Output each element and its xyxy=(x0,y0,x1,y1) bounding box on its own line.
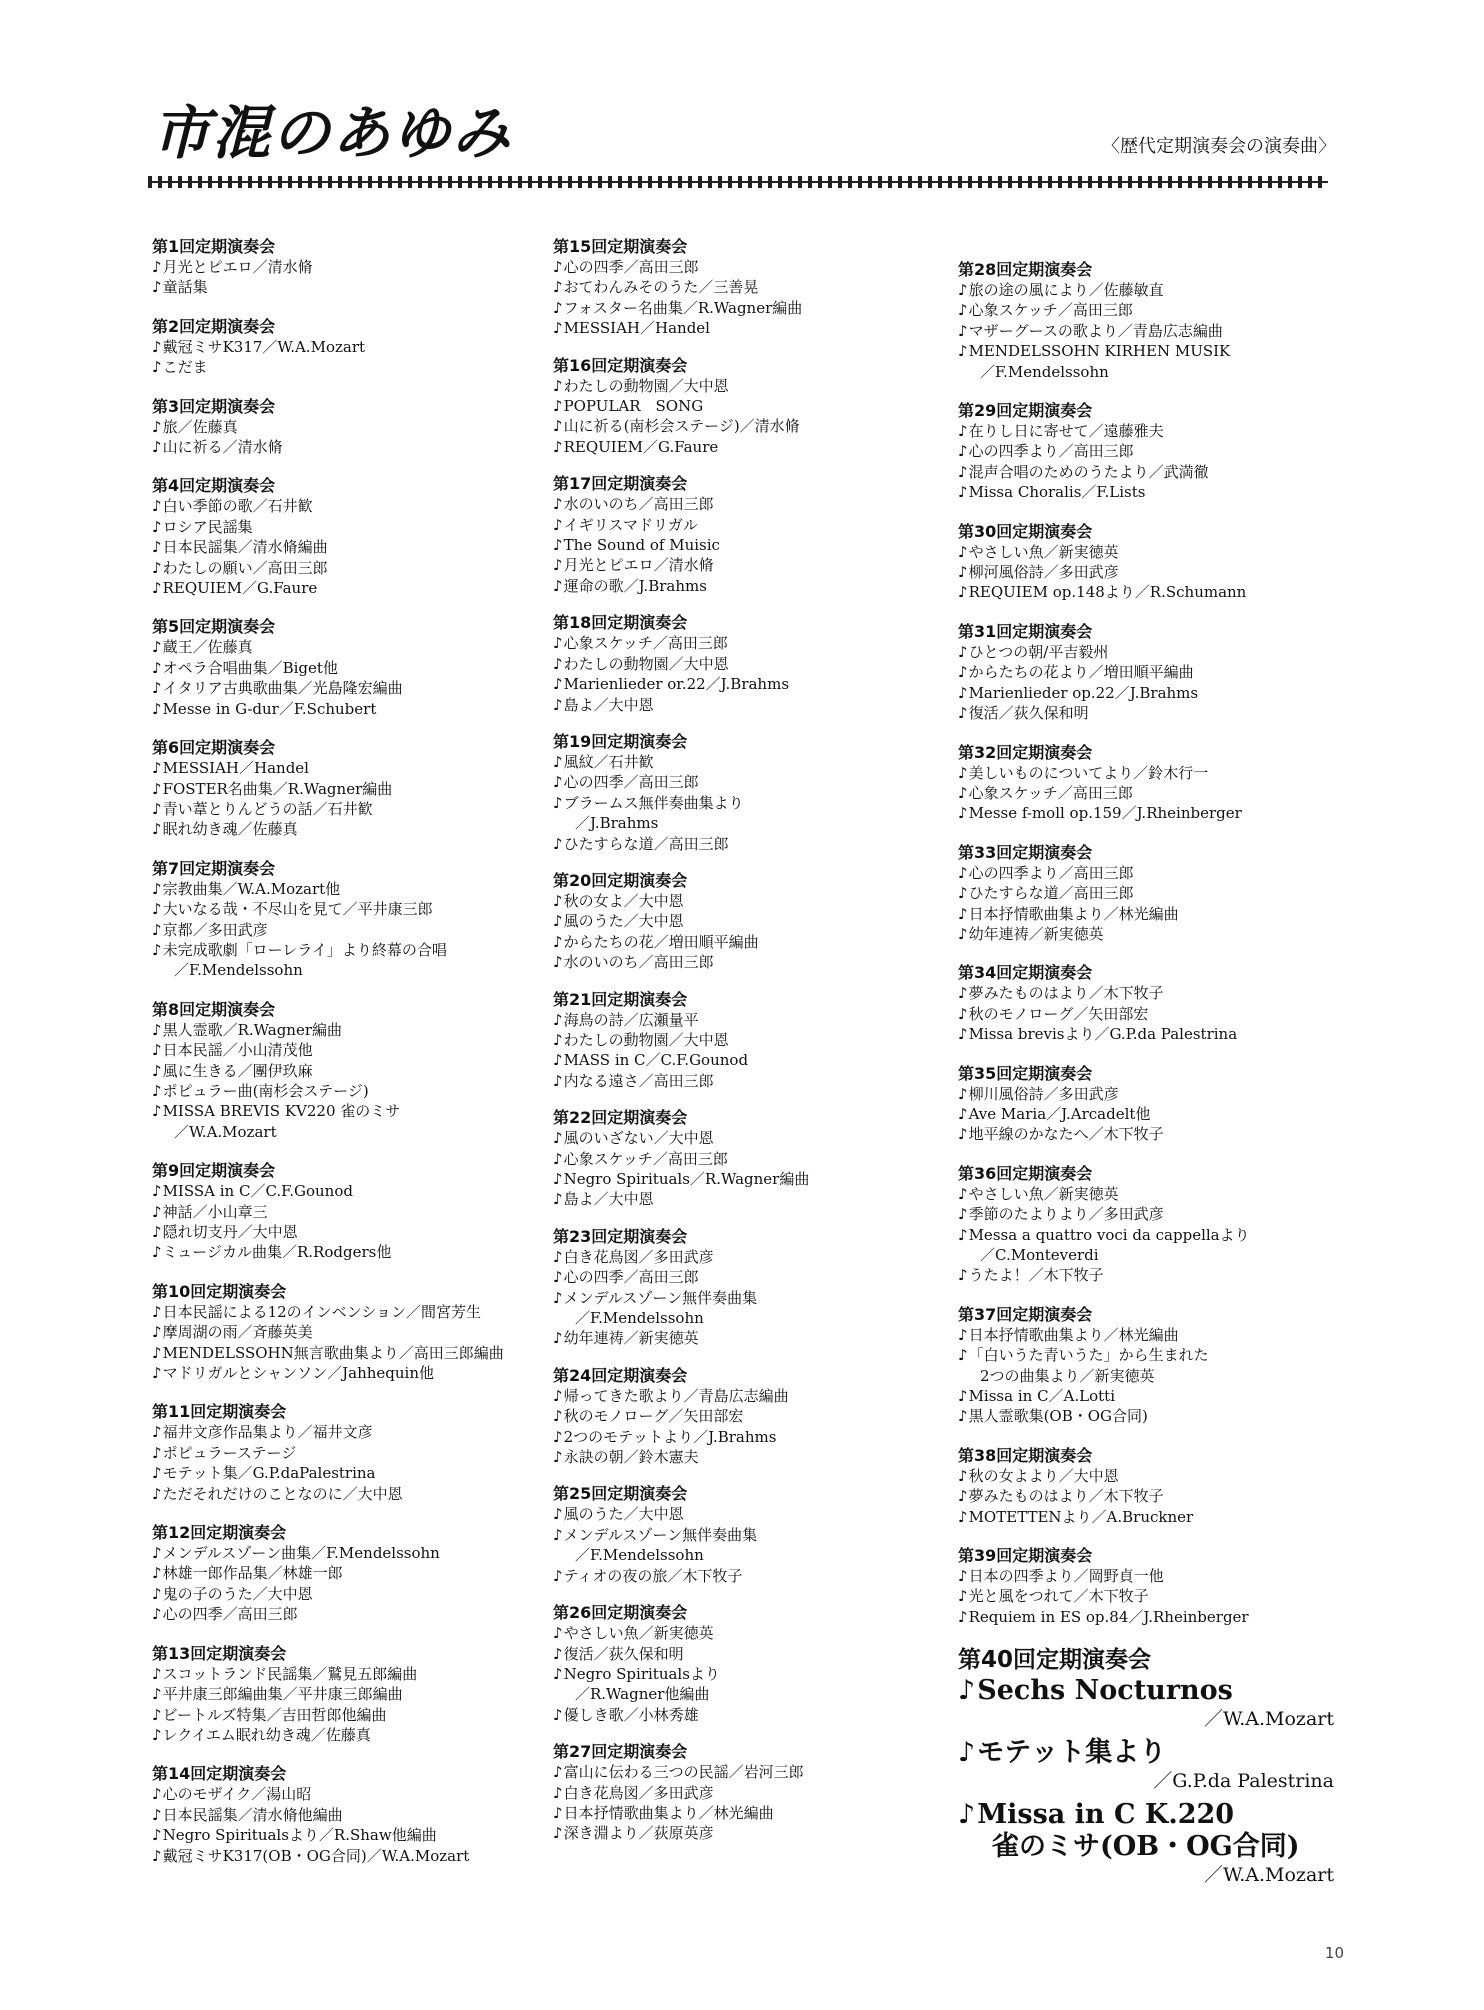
piece-item: ♪ 日本民謡集／清水脩編曲 xyxy=(152,537,522,557)
piece-item: ♪ うたよ！／木下牧子 xyxy=(958,1265,1338,1285)
concert-title: 第39回定期演奏会 xyxy=(958,1546,1093,1566)
piece-item: ♪ REQUIEM／G.Faure xyxy=(152,578,522,598)
piece-item: ♪ 海鳥の詩／広瀬量平 xyxy=(553,1010,923,1030)
piece-item: ♪ メンデルスゾーン無伴奏曲集 xyxy=(553,1288,923,1308)
piece-continuation: ／R.Wagner他編曲 xyxy=(575,1685,710,1704)
piece-item: ♪ 京都／多田武彦 xyxy=(152,920,522,940)
concert-block xyxy=(553,989,923,1092)
piece-item: ♪ 富山に伝わる三つの民謡／岩河三郎 xyxy=(553,1762,923,1782)
concert-block xyxy=(152,1643,522,1746)
piece-item: ♪ 福井文彦作品集より／福井文彦 xyxy=(152,1422,522,1442)
concert-block xyxy=(152,236,522,298)
piece-item: ♪ わたしの動物園／大中恩 xyxy=(553,376,923,396)
piece-item: ♪ 蔵王／佐藤真 xyxy=(152,637,522,657)
concert-title: 第34回定期演奏会 xyxy=(958,963,1093,983)
concert-title: 第11回定期演奏会 xyxy=(152,1402,287,1422)
page-title: 市混のあゆみ xyxy=(152,99,513,167)
piece-item: ♪ ひたすらな道／高田三郎 xyxy=(958,883,1338,903)
concert-title: 第27回定期演奏会 xyxy=(553,1742,688,1762)
piece-item: ♪ 「白いうた青いうた」から生まれた xyxy=(958,1345,1338,1365)
piece-item: ♪ 心象スケッチ／高田三郎 xyxy=(958,783,1338,803)
piece-item: ♪ やさしい魚／新実徳英 xyxy=(553,1623,923,1643)
piece-continuation: ／F.Mendelssohn xyxy=(575,1309,704,1328)
concert-title: 第5回定期演奏会 xyxy=(152,617,276,637)
piece-item: ♪ Missa in C／A.Lotti xyxy=(958,1386,1338,1406)
concert-block xyxy=(152,396,522,458)
piece-item: ♪ メンデルスゾーン無伴奏曲集 xyxy=(553,1525,923,1545)
concert-title: 第17回定期演奏会 xyxy=(553,474,688,494)
piece-continuation: ／F.Mendelssohn xyxy=(575,1546,704,1565)
piece-item: ♪ 永訣の朝／鈴木憲夫 xyxy=(553,1447,923,1467)
concert-title: 第8回定期演奏会 xyxy=(152,999,276,1019)
piece-item: ♪ MISSA BREVIS KV220 雀のミサ xyxy=(152,1101,522,1121)
piece-item: ♪ 内なる遠さ／高田三郎 xyxy=(553,1071,923,1091)
piece-item: ♪ 白き花鳥図／多田武彦 xyxy=(553,1783,923,1803)
piece-item: ♪ 白き花鳥図／多田武彦 xyxy=(553,1247,923,1267)
piece-item: ♪ 月光とピエロ／清水脩 xyxy=(553,555,923,575)
piece-item: ♪ やさしい魚／新実徳英 xyxy=(958,1184,1338,1204)
piece-item: ♪ Messe f-moll op.159／J.Rheinberger xyxy=(958,803,1338,823)
concert-block xyxy=(553,1483,923,1586)
concert-block xyxy=(958,1445,1338,1527)
concert-block xyxy=(958,842,1338,945)
piece-item: ♪ ティオの夜の旅／木下牧子 xyxy=(553,1566,923,1586)
piece-item: ♪ 混声合唱のためのうたより／武満徹 xyxy=(958,462,1338,482)
piece-item: ♪ からたちの花／増田順平編曲 xyxy=(553,932,923,952)
concert-block xyxy=(152,1281,522,1384)
piece-item: ♪ 心の四季／高田三郎 xyxy=(152,1604,522,1624)
piece-item: ♪ 青い葦とりんどうの話／石井歓 xyxy=(152,799,522,819)
piece-item: ♪ MESSIAH／Handel xyxy=(553,318,923,338)
piece-item: ♪ 柳川風俗詩／多田武彦 xyxy=(958,1084,1338,1104)
piece-item: ♪ 秋のモノローグ／矢田部宏 xyxy=(553,1406,923,1426)
piece-item: ♪ 美しいものについてより／鈴木行一 xyxy=(958,763,1338,783)
piece-item: ♪ 未完成歌劇「ローレライ」より終幕の合唱 xyxy=(152,940,522,960)
concert-column-1 xyxy=(152,236,522,1884)
concert-column-2 xyxy=(553,236,923,1860)
piece-item: ♪ 在りし日に寄せて／遠藤雅夫 xyxy=(958,421,1338,441)
piece-continuation: ／W.A.Mozart xyxy=(174,1122,277,1141)
concert-block xyxy=(553,870,923,973)
piece-item: ♪ 隠れ切支丹／大中恩 xyxy=(152,1222,522,1242)
piece-item: ♪ POPULAR SONG xyxy=(553,396,923,416)
concert-block xyxy=(152,999,522,1142)
piece-item: ♪ レクイエム眠れ幼き魂／佐藤真 xyxy=(152,1725,522,1745)
concert-block xyxy=(152,858,522,981)
piece-item: ♪ MISSA in C／C.F.Gounod xyxy=(152,1181,522,1201)
piece-item: ♪ 心の四季／高田三郎 xyxy=(553,772,923,792)
concert-block xyxy=(152,737,522,840)
concert-title: 第25回定期演奏会 xyxy=(553,1484,688,1504)
piece-item: ♪ 摩周湖の雨／斉藤英美 xyxy=(152,1322,522,1342)
piece-item: ♪ The Sound of Muisic xyxy=(553,535,923,555)
piece-continuation: ／F.Mendelssohn xyxy=(174,961,303,980)
concert-title: 第30回定期演奏会 xyxy=(958,521,1093,541)
concert-title: 第24回定期演奏会 xyxy=(553,1365,688,1385)
piece-item: ♪ 風のいざない／大中恩 xyxy=(553,1128,923,1148)
concert-title: 第21回定期演奏会 xyxy=(553,989,688,1009)
piece-item: ♪ MASS in C／C.F.Gounod xyxy=(553,1050,923,1070)
piece-item: ♪ 眠れ幼き魂／佐藤真 xyxy=(152,819,522,839)
piece-item: ♪ Missa brevisより／G.P.da Palestrina xyxy=(958,1024,1338,1044)
piece-item: ♪ 島よ／大中恩 xyxy=(553,1189,923,1209)
piece-item: ♪ Missa Choralis／F.Lists xyxy=(958,482,1338,502)
concert-title: 第22回定期演奏会 xyxy=(553,1108,688,1128)
concert-title: 第33回定期演奏会 xyxy=(958,842,1093,862)
concert-block xyxy=(958,962,1338,1044)
final-piece-name: ♪ Missa in C K.220 xyxy=(958,1799,1338,1831)
concert-title: 第18回定期演奏会 xyxy=(553,613,688,633)
piece-item: ♪ ポピュラー曲(南杉会ステージ) xyxy=(152,1081,522,1101)
piece-item: ♪ Messe in G-dur／F.Schubert xyxy=(152,699,522,719)
piece-item: ♪ 柳河風俗詩／多田武彦 xyxy=(958,562,1338,582)
concert-block xyxy=(152,616,522,719)
concert-block xyxy=(553,355,923,458)
concert-block xyxy=(958,621,1338,724)
concert-block xyxy=(553,1107,923,1210)
piece-item: ♪ 深き淵より／荻原英彦 xyxy=(553,1823,923,1843)
piece-item: ♪ 風紋／石井歓 xyxy=(553,752,923,772)
piece-item: ♪ MESSIAH／Handel xyxy=(152,758,522,778)
concert-block xyxy=(958,1304,1338,1427)
concert-block xyxy=(152,1763,522,1866)
piece-item: ♪ マドリガルとシャンソン／Jahhequin他 xyxy=(152,1363,522,1383)
concert-title: 第6回定期演奏会 xyxy=(152,738,276,758)
concert-block xyxy=(152,1522,522,1625)
piece-item: ♪ 幼年連祷／新実徳英 xyxy=(553,1328,923,1348)
piece-item: ♪ 山に祈る／清水脩 xyxy=(152,437,522,457)
piece-item: ♪ 宗教曲集／W.A.Mozart他 xyxy=(152,879,522,899)
piece-item: ♪ 優しき歌／小林秀雄 xyxy=(553,1705,923,1725)
concert-column-3 xyxy=(958,259,1338,1893)
concert-block xyxy=(553,1602,923,1725)
piece-item: ♪ 夢みたものはより／木下牧子 xyxy=(958,983,1338,1003)
piece-item: ♪ ひとつの朝/平吉毅州 xyxy=(958,642,1338,662)
piece-item: ♪ 2つのモテットより／J.Brahms xyxy=(553,1427,923,1447)
piece-item: ♪ MENDELSSOHN無言歌曲集より／高田三郎編曲 xyxy=(152,1343,522,1363)
piece-item: ♪ 夢みたものはより／木下牧子 xyxy=(958,1486,1338,1506)
concert-title: 第31回定期演奏会 xyxy=(958,621,1093,641)
piece-item: ♪ 黒人霊歌集(OB・OG合同) xyxy=(958,1406,1338,1426)
page-number: 10 xyxy=(1324,1944,1344,1962)
concert-block xyxy=(152,475,522,598)
piece-item: ♪ 風のうた／大中恩 xyxy=(553,1504,923,1524)
concert-block xyxy=(958,1545,1338,1627)
concert-title: 第4回定期演奏会 xyxy=(152,476,276,496)
piece-item: ♪ マザーグースの歌より／青島広志編曲 xyxy=(958,321,1338,341)
piece-item: ♪ 鬼の子のうた／大中恩 xyxy=(152,1584,522,1604)
concert-title: 第28回定期演奏会 xyxy=(958,260,1093,279)
piece-item: ♪ Ave Maria／J.Arcadelt他 xyxy=(958,1104,1338,1124)
piece-item: ♪ REQUIEM／G.Faure xyxy=(553,437,923,457)
piece-item: ♪ Negro Spiritualsより／R.Shaw他編曲 xyxy=(152,1825,522,1845)
piece-item: ♪ 戴冠ミサK317(OB・OG合同)／W.A.Mozart xyxy=(152,1846,522,1866)
piece-item: ♪ 光と風をつれて／木下牧子 xyxy=(958,1586,1338,1606)
piece-item: ♪ ただそれだけのことなのに／大中恩 xyxy=(152,1484,522,1504)
concert-title: 第2回定期演奏会 xyxy=(152,316,276,336)
piece-item: ♪ 復活／荻久保和明 xyxy=(553,1644,923,1664)
piece-item: ♪ 林雄一郎作品集／林雄一郎 xyxy=(152,1563,522,1583)
piece-item: ♪ 日本民謡集／清水脩他編曲 xyxy=(152,1805,522,1825)
piece-item: ♪ やさしい魚／新実徳英 xyxy=(958,542,1338,562)
concert-block xyxy=(553,473,923,596)
piece-item: ♪ Requiem in ES op.84／J.Rheinberger xyxy=(958,1607,1338,1627)
piece-item: ♪ メンデルスゾーン曲集／F.Mendelssohn xyxy=(152,1543,522,1563)
concert-block xyxy=(152,1160,522,1263)
piece-item: ♪ 復活／荻久保和明 xyxy=(958,703,1338,723)
piece-item: ♪ モテット集／G.P.daPalestrina xyxy=(152,1463,522,1483)
concert-title: 第32回定期演奏会 xyxy=(958,742,1093,762)
piece-item: ♪ 運命の歌／J.Brahms xyxy=(553,576,923,596)
concert-title: 第15回定期演奏会 xyxy=(553,237,688,256)
concert-title: 第37回定期演奏会 xyxy=(958,1304,1093,1324)
piece-item: ♪ こだま xyxy=(152,357,522,377)
piece-item: ♪ 童話集 xyxy=(152,277,522,297)
piece-item: ♪ 帰ってきた歌より／青島広志編曲 xyxy=(553,1386,923,1406)
piece-item: ♪ 心のモザイク／湯山昭 xyxy=(152,1784,522,1804)
decorative-divider xyxy=(148,176,1328,188)
concert-block xyxy=(553,731,923,854)
piece-item: ♪ 地平線のかなたへ／木下牧子 xyxy=(958,1124,1338,1144)
piece-item: ♪ 水のいのち／高田三郎 xyxy=(553,494,923,514)
concert-block xyxy=(958,259,1338,382)
piece-item: ♪ 心象スケッチ／高田三郎 xyxy=(958,300,1338,320)
piece-continuation: ／F.Mendelssohn xyxy=(980,362,1109,381)
concert-list xyxy=(958,259,1338,1627)
piece-item: ♪ ブラームス無伴奏曲集より xyxy=(553,793,923,813)
piece-item: ♪ 戴冠ミサK317／W.A.Mozart xyxy=(152,337,522,357)
concert-title: 第16回定期演奏会 xyxy=(553,355,688,375)
piece-item: ♪ 日本民謡／小山清茂他 xyxy=(152,1040,522,1060)
piece-item: ♪ 心の四季／高田三郎 xyxy=(553,257,923,277)
final-piece-name: ♪ Sechs Nocturnos xyxy=(958,1675,1338,1707)
piece-item: ♪ 心の四季／高田三郎 xyxy=(553,1267,923,1287)
concert-title: 第19回定期演奏会 xyxy=(553,731,688,751)
piece-item: ♪ 島よ／大中恩 xyxy=(553,695,923,715)
piece-item: ♪ フォスター名曲集／R.Wagner編曲 xyxy=(553,298,923,318)
concert-block xyxy=(958,521,1338,603)
piece-item: ♪ 秋の女よより／大中恩 xyxy=(958,1466,1338,1486)
piece-item: ♪ 風に生きる／團伊玖麻 xyxy=(152,1061,522,1081)
concert-title: 第7回定期演奏会 xyxy=(152,858,276,878)
piece-item: ♪ 平井康三郎編曲集／平井康三郎編曲 xyxy=(152,1684,522,1704)
concert-title: 第29回定期演奏会 xyxy=(958,401,1093,421)
piece-item: ♪ わたしの動物園／大中恩 xyxy=(553,654,923,674)
piece-item: ♪ 秋の女よ／大中恩 xyxy=(553,891,923,911)
piece-item: ♪ おてわんみそのうた／三善晃 xyxy=(553,277,923,297)
piece-item: ♪ 日本民謡による12のインベンション／間宮芳生 xyxy=(152,1302,522,1322)
piece-item: ♪ 心象スケッチ／高田三郎 xyxy=(553,1149,923,1169)
concert-block xyxy=(958,400,1338,503)
piece-item: ♪ 心の四季より／高田三郎 xyxy=(958,863,1338,883)
piece-item: ♪ イタリア古典歌曲集／光島隆宏編曲 xyxy=(152,678,522,698)
piece-item: ♪ Negro Spiritualsより xyxy=(553,1664,923,1684)
concert-block xyxy=(553,236,923,339)
piece-item: ♪ Messa a quattro voci da cappellaより xyxy=(958,1225,1338,1245)
piece-item: ♪ 幼年連祷／新実徳英 xyxy=(958,924,1338,944)
final-piece xyxy=(958,1675,1338,1731)
concert-title: 第10回定期演奏会 xyxy=(152,1281,287,1301)
piece-item: ♪ スコットランド民謡集／鷲見五郎編曲 xyxy=(152,1664,522,1684)
concert-block xyxy=(553,1741,923,1844)
piece-item: ♪ 季節のたよりより／多田武彦 xyxy=(958,1204,1338,1224)
piece-continuation: ／J.Brahms xyxy=(575,814,659,833)
piece-item: ♪ 神話／小山章三 xyxy=(152,1202,522,1222)
final-piece-composer: ／W.A.Mozart xyxy=(1204,1708,1334,1731)
piece-item: ♪ 日本抒情歌曲集より／林光編曲 xyxy=(958,904,1338,924)
concert-block xyxy=(152,316,522,378)
piece-item: ♪ わたしの願い／高田三郎 xyxy=(152,558,522,578)
piece-item: ♪ 秋のモノローグ／矢田部宏 xyxy=(958,1004,1338,1024)
piece-item: ♪ Negro Spirituals／R.Wagner編曲 xyxy=(553,1169,923,1189)
piece-item: ♪ 日本の四季より／岡野貞一他 xyxy=(958,1566,1338,1586)
concert-title: 第23回定期演奏会 xyxy=(553,1226,688,1246)
piece-continuation: 2つの曲集より／新実徳英 xyxy=(980,1366,1155,1385)
page-subtitle: 〈歴代定期演奏会の演奏曲〉 xyxy=(1102,136,1336,157)
piece-item: ♪ 心の四季より／高田三郎 xyxy=(958,441,1338,461)
piece-item: ♪ REQUIEM op.148より／R.Schumann xyxy=(958,582,1338,602)
piece-item: ♪ 心象スケッチ／高田三郎 xyxy=(553,633,923,653)
final-piece xyxy=(958,1799,1338,1887)
piece-item: ♪ Marienlieder op.22／J.Brahms xyxy=(958,683,1338,703)
piece-item: ♪ ビートルズ特集／吉田哲郎他編曲 xyxy=(152,1705,522,1725)
concert-block xyxy=(958,742,1338,824)
concert-block xyxy=(553,1226,923,1349)
piece-item: ♪ MOTETTENより／A.Bruckner xyxy=(958,1507,1338,1527)
final-concert xyxy=(958,1645,1338,1887)
piece-item: ♪ 月光とピエロ／清水脩 xyxy=(152,257,522,277)
final-piece xyxy=(958,1737,1338,1793)
piece-item: ♪ からたちの花より／増田順平編曲 xyxy=(958,662,1338,682)
piece-item: ♪ オペラ合唱曲集／Biget他 xyxy=(152,658,522,678)
piece-item: ♪ 大いなる哉・不尽山を見て／平井康三郎 xyxy=(152,899,522,919)
concert-block xyxy=(958,1063,1338,1145)
piece-item: ♪ わたしの動物園／大中恩 xyxy=(553,1030,923,1050)
final-piece-composer: ／W.A.Mozart xyxy=(1204,1864,1334,1887)
piece-item: ♪ Marienlieder or.22／J.Brahms xyxy=(553,674,923,694)
concert-title: 第38回定期演奏会 xyxy=(958,1445,1093,1465)
piece-item: ♪ 日本抒情歌曲集より／林光編曲 xyxy=(958,1325,1338,1345)
concert-title: 第3回定期演奏会 xyxy=(152,396,276,416)
concert-title: 第26回定期演奏会 xyxy=(553,1603,688,1623)
piece-item: ♪ 旅／佐藤真 xyxy=(152,417,522,437)
concert-block xyxy=(553,612,923,715)
concert-title: 第35回定期演奏会 xyxy=(958,1063,1093,1083)
concert-title: 第13回定期演奏会 xyxy=(152,1643,287,1663)
final-piece-name: ♪ モテット集より xyxy=(958,1737,1338,1769)
piece-item: ♪ 水のいのち／高田三郎 xyxy=(553,952,923,972)
piece-item: ♪ 山に祈る(南杉会ステージ)／清水脩 xyxy=(553,416,923,436)
piece-item: ♪ FOSTER名曲集／R.Wagner編曲 xyxy=(152,779,522,799)
piece-item: ♪ イギリスマドリガル xyxy=(553,515,923,535)
piece-item: ♪ 旅の途の風により／佐藤敏直 xyxy=(958,280,1338,300)
concert-title: 第1回定期演奏会 xyxy=(152,237,276,256)
concert-title: 第20回定期演奏会 xyxy=(553,870,688,890)
concert-title: 第14回定期演奏会 xyxy=(152,1764,287,1784)
piece-item: ♪ ポピュラーステージ xyxy=(152,1443,522,1463)
final-piece-composer: ／G.P.da Palestrina xyxy=(1153,1770,1334,1793)
piece-item: ♪ 白い季節の歌／石井歓 xyxy=(152,496,522,516)
piece-item: ♪ 黒人霊歌／R.Wagner編曲 xyxy=(152,1020,522,1040)
concert-title: 第36回定期演奏会 xyxy=(958,1163,1093,1183)
piece-item: ♪ 風のうた／大中恩 xyxy=(553,911,923,931)
final-piece-subtitle: 雀のミサ(OB・OG合同) xyxy=(992,1831,1300,1863)
concert-title: 第12回定期演奏会 xyxy=(152,1523,287,1543)
piece-item: ♪ ロシア民謡集 xyxy=(152,517,522,537)
piece-item: ♪ MENDELSSOHN KIRHEN MUSIK xyxy=(958,341,1338,361)
concert-title: 第9回定期演奏会 xyxy=(152,1161,276,1181)
piece-item: ♪ ミュージカル曲集／R.Rodgers他 xyxy=(152,1242,522,1262)
piece-continuation: ／C.Monteverdi xyxy=(980,1246,1099,1264)
piece-item: ♪ 日本抒情歌曲集より／林光編曲 xyxy=(553,1803,923,1823)
concert-block xyxy=(152,1401,522,1504)
concert-block xyxy=(553,1365,923,1468)
final-concert-title: 第40回定期演奏会 xyxy=(958,1647,1152,1674)
piece-item: ♪ ひたすらな道／高田三郎 xyxy=(553,834,923,854)
concert-block xyxy=(958,1163,1338,1286)
